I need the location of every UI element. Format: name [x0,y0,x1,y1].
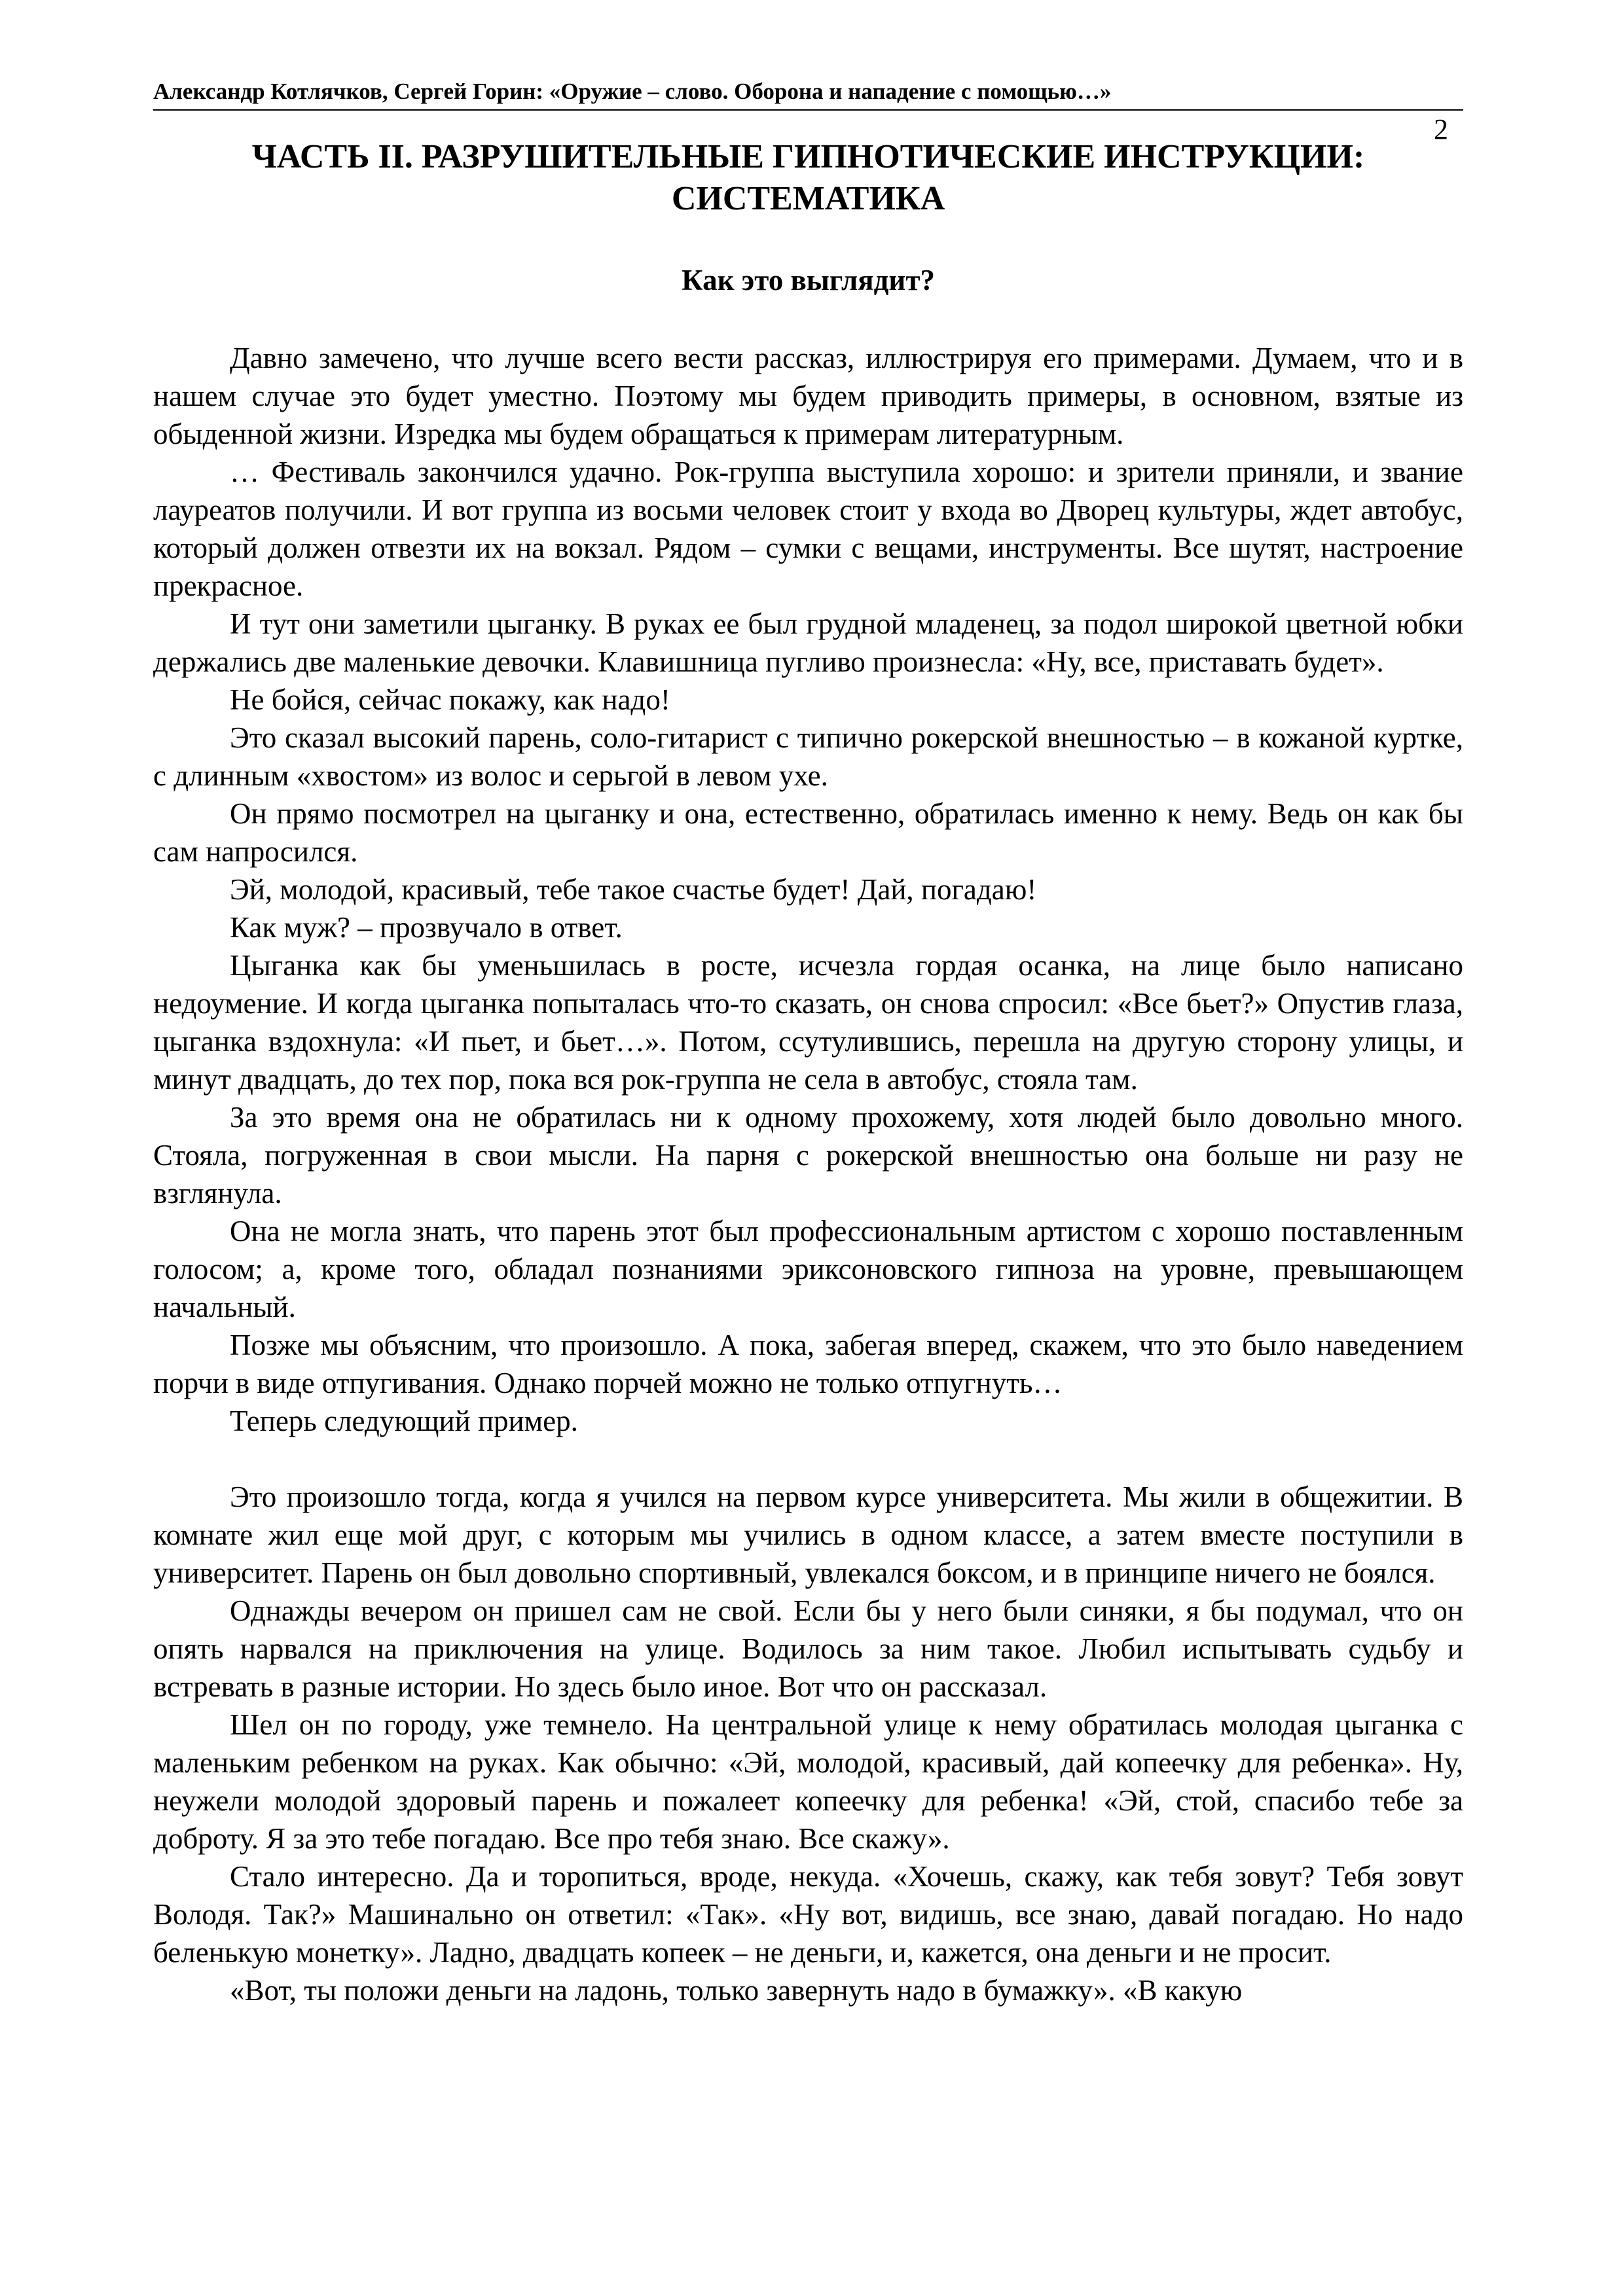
paragraph: Он прямо посмотрел на цыганку и она, естественно, обратилась именно к нему. Ведь он как бы сам напросился. [153,797,1463,868]
running-header: Александр Котлячков, Сергей Горин: «Оружие – слово. Оборона и нападение с помощью…» [153,79,1112,104]
body-text [153,339,1463,2009]
paragraph: Она не могла знать, что парень этот был профессиональным артистом с хорошо поставленным голосом; а, кроме того, обладал познаниями эриксоновского гипноза на уровне, превышающем начальный. [153,1215,1463,1323]
paragraph: Как муж? – прозвучало в ответ. [230,911,623,944]
paragraph: Теперь следующий пример. [230,1405,578,1437]
paragraph: Давно замечено, что лучше всего вести рассказ, иллюстрируя его примерами. Думаем, что и в нашем случае это будет уместно. Поэтому мы будем приводить примеры, в основном, взятые из обыденной жизни. Изредка мы будем обращаться к примерам литературным. [153,342,1463,450]
paragraph: Не бойся, сейчас покажу, как надо! [230,683,670,716]
paragraph: Однажды вечером он пришел сам не свой. Если бы у него были синяки, я бы подумал, что он опять нарвался на приключения на улице. Водилось за ним такое. Любил испытывать судьбу и встревать в разные истории. Но здесь было иное. Вот что он рассказал. [153,1594,1463,1703]
paragraph: Позже мы объясним, что произошло. А пока, забегая вперед, скажем, что это было наведением порчи в виде отпугивания. Однако порчей можно не только отпугнуть… [153,1329,1463,1399]
paragraph: «Вот, ты положи деньги на ладонь, только завернуть надо в бумажку». «В какую [230,1974,1243,2007]
section-title: Как это выглядит? [682,264,935,296]
paragraph: Это произошло тогда, когда я учился на первом курсе университета. Мы жили в общежитии. В комнате жил еще мой друг, с которым мы учились в одном классе, а затем вместе поступили в университет. Парень он был довольно спортивный, увлекался боксом, и в принципе ничего не боялся. [153,1480,1463,1589]
paragraph: Это сказал высокий парень, соло-гитарист с типично рокерской внешностью – в кожаной куртке, с длинным «хвостом» из волос и серьгой в левом ухе. [153,721,1463,792]
paragraph: Цыганка как бы уменьшилась в росте, исчезла гордая осанка, на лице было написано недоумение. И когда цыганка попыталась что-то сказать, он снова спросил: «Все бьет?» Опустив глаза, цыганка вздохнула: «И пьет, и бьет…». Потом, ссутулившись, перешла на другую сторону улицы, и минут двадцать, до тех пор, пока вся рок-группа не села в автобус, стояла там. [153,949,1463,1096]
paragraph: Эй, молодой, красивый, тебе такое счастье будет! Дай, погадаю! [230,873,1037,906]
part-title: ЧАСТЬ II. РАЗРУШИТЕЛЬНЫЕ ГИПНОТИЧЕСКИЕ ИНСТРУКЦИИ: СИСТЕМАТИКА [251,138,1365,217]
paragraph: Стало интересно. Да и торопиться, вроде, некуда. «Хочешь, скажу, как тебя зовут? Тебя зовут Володя. Так?» Машинально он ответил: «Так». «Ну вот, видишь, все знаю, давай погадаю. Но надо беленькую монетку». Ладно, двадцать копеек – не деньги, и, кажется, она деньги и не просит. [153,1860,1463,1969]
paragraph: Шел он по городу, уже темнело. На центральной улице к нему обратилась молодая цыганка с маленьким ребенком на руках. Как обычно: «Эй, молодой, красивый, дай копеечку для ребенка». Ну, неужели молодой здоровый парень и пожалеет копеечку для ребенка! «Эй, стой, спасибо тебе за доброту. Я за это тебе погадаю. Все про тебя знаю. Все скажу». [153,1708,1463,1855]
paragraph: И тут они заметили цыганку. В руках ее был грудной младенец, за подол широкой цветной юбки держались две маленькие девочки. Клавишница пугливо произнесла: «Ну, все, приставать будет». [153,607,1463,678]
page-number: 2 [1434,113,1448,145]
paragraph: За это время она не обратилась ни к одному прохожему, хотя людей было довольно много. Стояла, погруженная в свои мысли. На парня с рокерской внешностью она больше ни разу не взглянула. [153,1101,1463,1210]
header-rule [153,109,1463,111]
paragraph: … Фестиваль закончился удачно. Рок-группа выступила хорошо: и зрители приняли, и звание лауреатов получили. И вот группа из восьми человек стоит у входа во Дворец культуры, ждет автобус, который должен отвезти их на вокзал. Рядом – сумки с вещами, инструменты. Все шутят, настроение прекрасное. [153,456,1463,602]
